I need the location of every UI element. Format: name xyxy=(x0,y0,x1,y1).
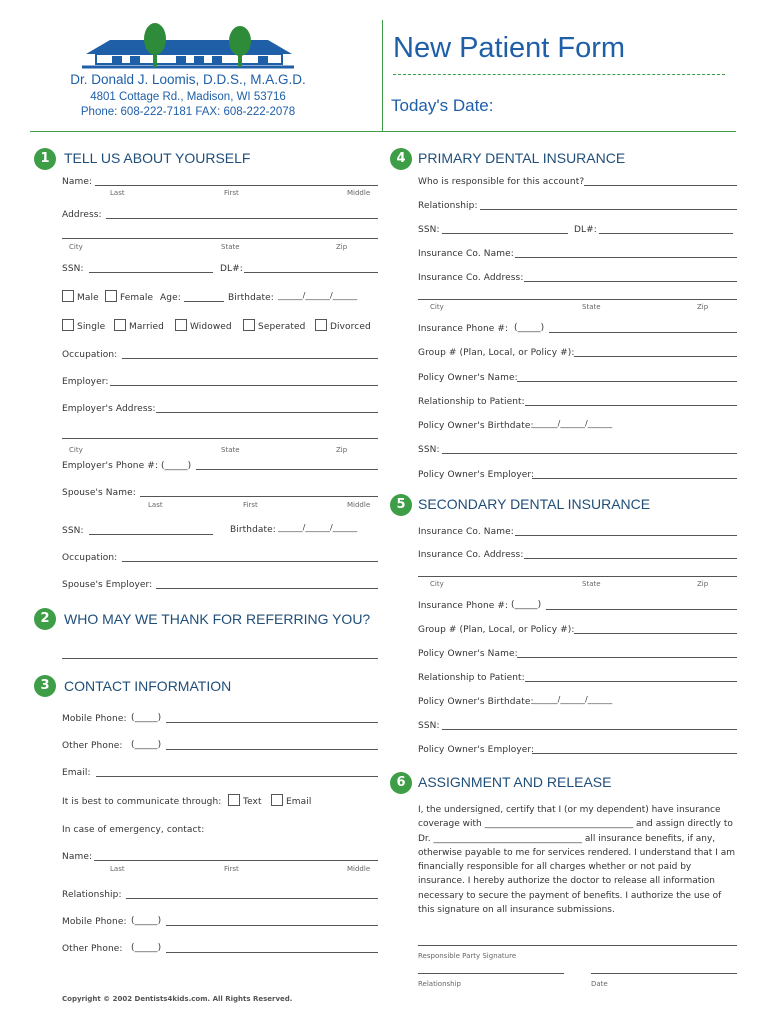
section-5-badge: 5 xyxy=(390,494,412,516)
first-hint: First xyxy=(224,865,239,873)
zip-hint: Zip xyxy=(697,303,709,311)
insured-dl-field[interactable] xyxy=(599,233,733,234)
section-5-title: SECONDARY DENTAL INSURANCE xyxy=(418,496,651,512)
relationship-field[interactable] xyxy=(480,209,737,210)
secondary-rel-patient-label: Relationship to Patient: xyxy=(418,673,525,683)
doctor-name: Dr. Donald J. Loomis, D.D.S., M.A.G.D. xyxy=(70,72,306,87)
city-hint: City xyxy=(69,446,83,454)
section-2-title: WHO MAY WE THANK FOR REFERRING YOU? xyxy=(64,611,371,627)
zip-hint: Zip xyxy=(697,580,709,588)
female-checkbox[interactable] xyxy=(105,290,117,302)
emergency-relationship-field[interactable] xyxy=(126,898,378,899)
emergency-other-label: Other Phone: xyxy=(62,944,123,954)
secondary-owner-ssn-field[interactable] xyxy=(442,729,737,730)
middle-hint: Middle xyxy=(347,865,371,873)
zip-hint: Zip xyxy=(336,243,348,251)
insured-dl-label: DL#: xyxy=(574,225,597,235)
male-label: Male xyxy=(77,293,99,303)
mobile-phone-label: Mobile Phone: xyxy=(62,714,127,724)
widowed-label: Widowed xyxy=(190,322,232,332)
secondary-owner-name-label: Policy Owner's Name: xyxy=(418,649,518,659)
widowed-checkbox[interactable] xyxy=(175,319,187,331)
best-contact-label: It is best to communicate through: xyxy=(62,797,222,807)
emergency-relationship-label: Relationship: xyxy=(62,890,122,900)
secondary-ins-phone-area[interactable]: (_____) xyxy=(511,600,542,610)
secondary-ins-phone-label: Insurance Phone #: xyxy=(418,601,509,611)
spouses-employer-field[interactable] xyxy=(156,588,378,589)
primary-rel-patient-field[interactable] xyxy=(525,405,737,406)
employers-address-line-2[interactable] xyxy=(62,438,378,439)
section-6-badge: 6 xyxy=(390,772,412,794)
section-4-badge: 4 xyxy=(390,148,412,170)
email-field[interactable] xyxy=(96,776,378,777)
state-hint: State xyxy=(221,243,240,251)
spouses-name-label: Spouse's Name: xyxy=(62,488,136,498)
single-label: Single xyxy=(77,322,106,332)
section-3-title: CONTACT INFORMATION xyxy=(64,678,232,694)
employers-address-field[interactable] xyxy=(156,412,378,413)
employers-address-label: Employer's Address: xyxy=(62,404,156,414)
secondary-ins-phone-field[interactable] xyxy=(546,609,737,610)
separated-checkbox[interactable] xyxy=(243,319,255,331)
spouse-occupation-field[interactable] xyxy=(122,561,378,562)
state-hint: State xyxy=(582,303,601,311)
first-hint: First xyxy=(243,501,258,509)
todays-date-label: Today's Date: xyxy=(391,96,494,115)
secondary-owner-birthdate-label: Policy Owner's Birthdate: xyxy=(418,697,534,707)
spouses-name-field[interactable] xyxy=(140,496,378,497)
employer-label: Employer: xyxy=(62,377,109,387)
header-rule xyxy=(30,131,736,132)
emergency-mobile-field[interactable] xyxy=(166,925,378,926)
secondary-ins-name-label: Insurance Co. Name: xyxy=(418,527,514,537)
section-1-badge: 1 xyxy=(34,148,56,170)
practice-address: 4801 Cottage Rd., Madison, WI 53716 xyxy=(90,91,286,103)
last-hint: Last xyxy=(110,189,125,197)
birthdate-label: Birthdate: xyxy=(228,293,274,303)
header-divider xyxy=(382,20,383,132)
secondary-group-field[interactable] xyxy=(574,633,737,634)
release-date-hint: Date xyxy=(591,980,608,988)
name-label: Name: xyxy=(62,177,93,187)
separated-label: Seperated xyxy=(258,322,306,332)
spouse-ssn-field[interactable] xyxy=(89,534,213,535)
release-paragraph: I, the undersigned, certify that I (or my dependent) have insurance coverage with _________________________________ and assign directly to Dr. _________________________________ all insurance benefits, if any, otherwise payable to me for services rendered. I understand that I am financially responsible for all charges whether or not paid by insurance. I hereby authorize the doctor to release all information necessary to secure the payment of benefits. I authorize the use of this signature on all insurance submissions. xyxy=(418,805,735,916)
copyright: Copyright © 2002 Dentists4kids.com. All Rights Reserved. xyxy=(62,995,293,1003)
middle-hint: Middle xyxy=(347,189,371,197)
divorced-checkbox[interactable] xyxy=(315,319,327,331)
section-4-title: PRIMARY DENTAL INSURANCE xyxy=(418,150,626,166)
secondary-owner-birthdate-field[interactable]: ______/______/______ xyxy=(533,695,613,704)
mobile-phone-area[interactable]: (_____) xyxy=(131,713,162,723)
emergency-name-field[interactable] xyxy=(94,860,378,861)
divorced-label: Divorced xyxy=(330,322,371,332)
employers-phone-area[interactable]: (_____) xyxy=(161,461,192,471)
primary-ins-phone-area[interactable]: (_____) xyxy=(514,323,545,333)
single-checkbox[interactable] xyxy=(62,319,74,331)
secondary-group-label: Group # (Plan, Local, or Policy #): xyxy=(418,625,575,635)
section-3-badge: 3 xyxy=(34,675,56,697)
secondary-owner-ssn-label: SSN: xyxy=(418,721,440,731)
spouse-birthdate-label: Birthdate: xyxy=(230,525,276,535)
employers-phone-field[interactable] xyxy=(196,469,378,470)
other-phone-label: Other Phone: xyxy=(62,741,123,751)
responsible-field[interactable] xyxy=(584,185,737,186)
first-hint: First xyxy=(224,189,239,197)
primary-ins-address-label: Insurance Co. Address: xyxy=(418,273,524,283)
married-checkbox[interactable] xyxy=(114,319,126,331)
form-title: New Patient Form xyxy=(393,32,626,64)
dl-field[interactable] xyxy=(244,272,378,273)
address-label: Address: xyxy=(62,210,102,220)
release-relationship-field[interactable] xyxy=(418,973,564,974)
state-hint: State xyxy=(221,446,240,454)
employers-phone-label: Employer's Phone #: xyxy=(62,461,158,471)
emergency-mobile-label: Mobile Phone: xyxy=(62,917,127,927)
relationship-label: Relationship: xyxy=(418,201,478,211)
primary-ins-phone-field[interactable] xyxy=(549,332,737,333)
secondary-ins-address-label: Insurance Co. Address: xyxy=(418,550,524,560)
primary-owner-employer-field[interactable] xyxy=(532,478,737,479)
insured-ssn-label: SSN: xyxy=(418,225,440,235)
dl-label: DL#: xyxy=(220,264,243,274)
practice-phone: Phone: 608-222-7181 FAX: 608-222-2078 xyxy=(80,106,296,118)
emergency-label: In case of emergency, contact: xyxy=(62,825,205,835)
birthdate-field[interactable]: ______/______/______ xyxy=(278,291,358,300)
primary-owner-employer-label: Policy Owner's Employer: xyxy=(418,470,535,480)
spouse-birthdate-field[interactable]: ______/______/______ xyxy=(278,523,358,532)
last-hint: Last xyxy=(148,501,163,509)
secondary-ins-name-field[interactable] xyxy=(515,535,737,536)
signature-field[interactable] xyxy=(418,945,737,946)
city-hint: City xyxy=(430,580,444,588)
middle-hint: Middle xyxy=(347,501,371,509)
secondary-owner-employer-field[interactable] xyxy=(532,753,737,754)
secondary-ins-address-field[interactable] xyxy=(524,558,737,559)
secondary-owner-name-field[interactable] xyxy=(517,657,737,658)
referral-field[interactable] xyxy=(62,658,378,659)
primary-ins-name-field[interactable] xyxy=(515,257,737,258)
primary-group-field[interactable] xyxy=(574,356,737,357)
release-date-field[interactable] xyxy=(591,973,737,974)
spouse-ssn-label: SSN: xyxy=(62,526,84,536)
primary-ins-address-line-2[interactable] xyxy=(418,299,737,300)
occupation-label: Occupation: xyxy=(62,350,118,360)
state-hint: State xyxy=(582,580,601,588)
address-line-2[interactable] xyxy=(62,238,378,239)
email-option-label: Email xyxy=(286,797,312,807)
email-checkbox[interactable] xyxy=(271,794,283,806)
primary-owner-ssn-field[interactable] xyxy=(442,453,737,454)
primary-owner-birthdate-field[interactable]: ______/______/______ xyxy=(533,419,613,428)
secondary-ins-address-line-2[interactable] xyxy=(418,576,737,577)
occupation-field[interactable] xyxy=(122,358,378,359)
secondary-rel-patient-field[interactable] xyxy=(525,681,737,682)
emergency-other-field[interactable] xyxy=(166,952,378,953)
emergency-name-label: Name: xyxy=(62,852,93,862)
primary-owner-ssn-label: SSN: xyxy=(418,445,440,455)
section-1-title: TELL US ABOUT YOURSELF xyxy=(64,150,251,166)
zip-hint: Zip xyxy=(336,446,348,454)
section-6-title: ASSIGNMENT AND RELEASE xyxy=(418,774,612,790)
ssn-label: SSN: xyxy=(62,264,84,274)
email-label: Email: xyxy=(62,768,91,778)
emergency-mobile-area[interactable]: (_____) xyxy=(131,916,162,926)
male-checkbox[interactable] xyxy=(62,290,74,302)
practice-logo xyxy=(82,22,294,74)
release-relationship-hint: Relationship xyxy=(418,980,461,988)
other-phone-area[interactable]: (_____) xyxy=(131,740,162,750)
last-hint: Last xyxy=(110,865,125,873)
responsible-label: Who is responsible for this account? xyxy=(418,177,585,187)
ssn-field[interactable] xyxy=(89,272,213,273)
name-field[interactable] xyxy=(95,185,378,186)
primary-owner-name-field[interactable] xyxy=(517,381,737,382)
section-2-badge: 2 xyxy=(34,608,56,630)
primary-group-label: Group # (Plan, Local, or Policy #): xyxy=(418,348,575,358)
text-option-label: Text xyxy=(243,797,262,807)
spouses-employer-label: Spouse's Employer: xyxy=(62,580,153,590)
age-label: Age: xyxy=(160,293,181,303)
primary-ins-name-label: Insurance Co. Name: xyxy=(418,249,514,259)
other-phone-field[interactable] xyxy=(166,749,378,750)
spouse-occupation-label: Occupation: xyxy=(62,553,118,563)
city-hint: City xyxy=(430,303,444,311)
address-field[interactable] xyxy=(106,218,378,219)
insured-ssn-field[interactable] xyxy=(442,233,568,234)
text-checkbox[interactable] xyxy=(228,794,240,806)
primary-owner-birthdate-label: Policy Owner's Birthdate: xyxy=(418,421,534,431)
mobile-phone-field[interactable] xyxy=(166,722,378,723)
primary-owner-name-label: Policy Owner's Name: xyxy=(418,373,518,383)
age-field[interactable] xyxy=(184,301,224,302)
married-label: Married xyxy=(129,322,164,332)
signature-hint: Responsible Party Signature xyxy=(418,952,517,960)
primary-ins-phone-label: Insurance Phone #: xyxy=(418,324,509,334)
title-dashed-rule xyxy=(393,74,725,75)
employer-field[interactable] xyxy=(110,385,378,386)
emergency-other-area[interactable]: (_____) xyxy=(131,943,162,953)
female-label: Female xyxy=(120,293,154,303)
secondary-owner-employer-label: Policy Owner's Employer: xyxy=(418,745,535,755)
primary-ins-address-field[interactable] xyxy=(524,281,737,282)
primary-rel-patient-label: Relationship to Patient: xyxy=(418,397,525,407)
city-hint: City xyxy=(69,243,83,251)
